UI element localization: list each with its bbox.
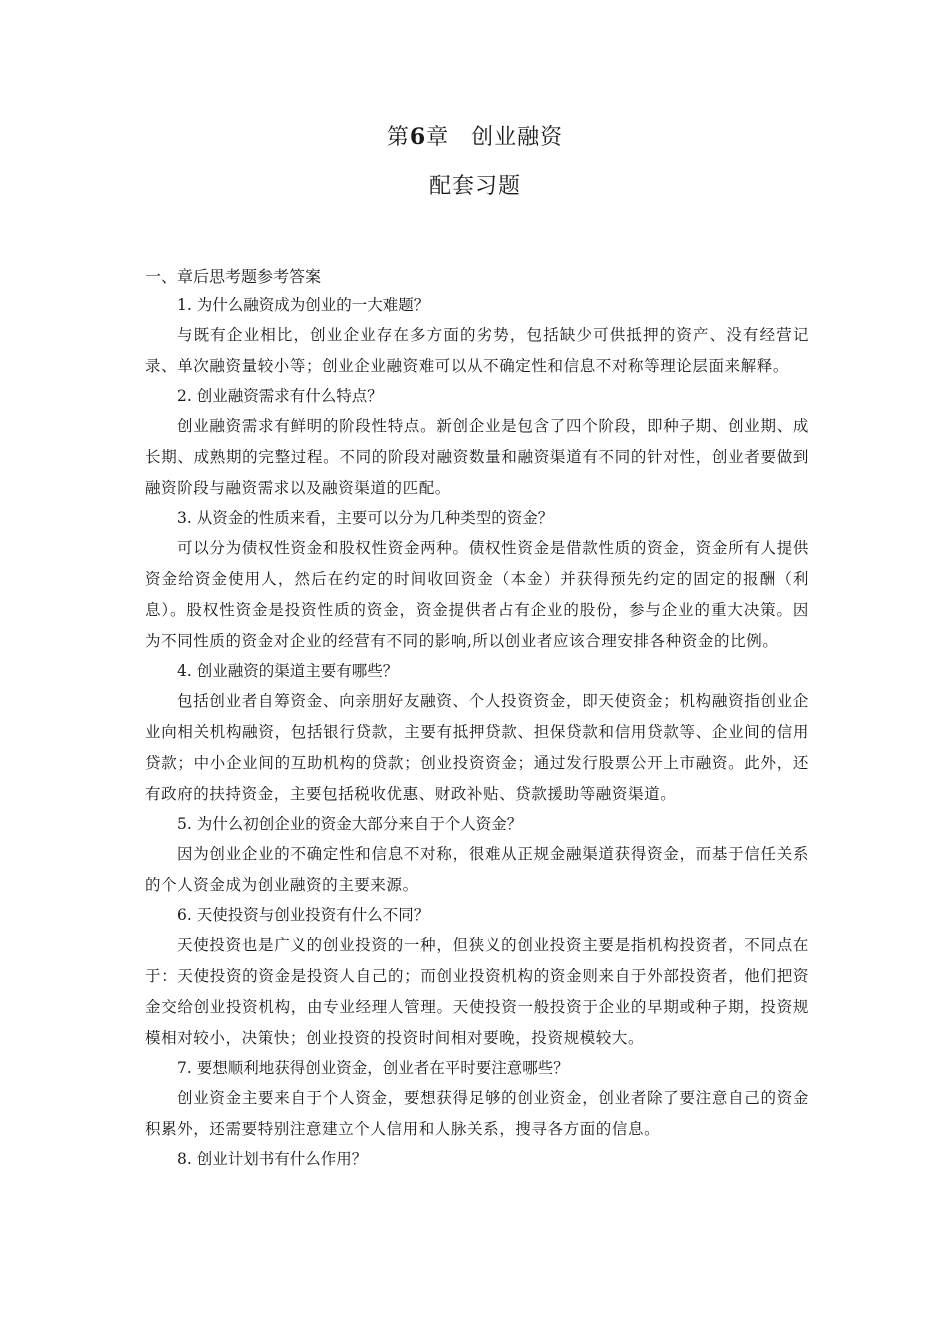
exercise-subtitle: 配套习题 — [428, 174, 521, 199]
question-1: 1. 为什么融资成为创业的一大难题？ — [177, 296, 430, 314]
answer-4: 包括创业者自筹资金、向亲朋好友融资、个人投资资金，即天使资金；机构融资指创业企业向相关机构融资，包括银行贷款，主要有抵押贷款、担保贷款和信用贷款等、企业间的信用贷款；中小企业间的互助机构的贷款；创业投资资金；通过发行股票公开上市融资。此外，还有政府的扶持资金，主要包括税收优惠、财政补贴、贷款援助等融资渠道。 — [145, 692, 809, 803]
answer-3: 可以分为债权性资金和股权性资金两种。债权性资金是借款性质的资金，资金所有人提供资金给资金使用人，然后在约定的时间收回资金（本金）并获得预先约定的固定的报酬（利息）。股权性资金是投资性质的资金，资金提供者占有企业的股份，参与企业的重大决策。因为不同性质的资金对企业的经营有不同的影响,所以创业者应该合理安排各种资金的比例。 — [145, 539, 809, 650]
chapter-name: 创业融资 — [471, 125, 564, 150]
question-7: 7. 要想顺利地获得创业资金，创业者在平时要注意哪些？ — [177, 1059, 569, 1077]
question-3: 3. 从资金的性质来看，主要可以分为几种类型的资金？ — [177, 509, 554, 527]
chapter-number: 6 — [409, 124, 427, 150]
question-8: 8. 创业计划书有什么作用？ — [177, 1150, 368, 1168]
answer-2: 创业融资需求有鲜明的阶段性特点。新创企业是包含了四个阶段，即种子期、创业期、成长期、成熟期的完整过程。不同的阶段对融资数量和融资渠道有不同的针对性，创业者要做到融资阶段与融资需求以及融资渠道的匹配。 — [145, 417, 809, 497]
section-heading: 一、章后思考题参考答案 — [145, 267, 322, 286]
answer-6: 天使投资也是广义的创业投资的一种，但狭义的创业投资主要是指机构投资者，不同点在于：天使投资的资金是投资人自己的；而创业投资机构的资金则来自于外部投资者，他们把资金交给创业投资机构，由专业经理人管理。天使投资一般投资于企业的早期或种子期，投资规模相对较小，决策快；创业投资的投资时间相对要晚，投资规模较大。 — [145, 936, 809, 1047]
answer-7: 创业资金主要来自于个人资金，要想获得足够的创业资金，创业者除了要注意自己的资金积累外，还需要特别注意建立个人信用和人脉关系，搜寻各方面的信息。 — [145, 1089, 809, 1138]
question-4: 4. 创业融资的渠道主要有哪些？ — [177, 662, 399, 680]
chapter-prefix: 第 — [386, 125, 410, 150]
chapter-title — [0, 122, 950, 153]
answer-5: 因为创业企业的不确定性和信息不对称，很难从正规金融渠道获得资金，而基于信任关系的个人资金成为创业融资的主要来源。 — [145, 845, 809, 894]
chapter-suffix: 章 — [426, 125, 450, 150]
answer-1: 与既有企业相比，创业企业存在多方面的劣势，包括缺少可供抵押的资产、没有经营记录、单次融资量较小等；创业企业融资难可以从不确定性和信息不对称等理论层面来解释。 — [145, 326, 809, 375]
question-5: 5. 为什么初创企业的资金大部分来自于个人资金？ — [177, 815, 523, 833]
content-body — [145, 262, 809, 1174]
question-6: 6. 天使投资与创业投资有什么不同？ — [177, 906, 430, 924]
question-2: 2. 创业融资需求有什么特点？ — [177, 387, 383, 405]
